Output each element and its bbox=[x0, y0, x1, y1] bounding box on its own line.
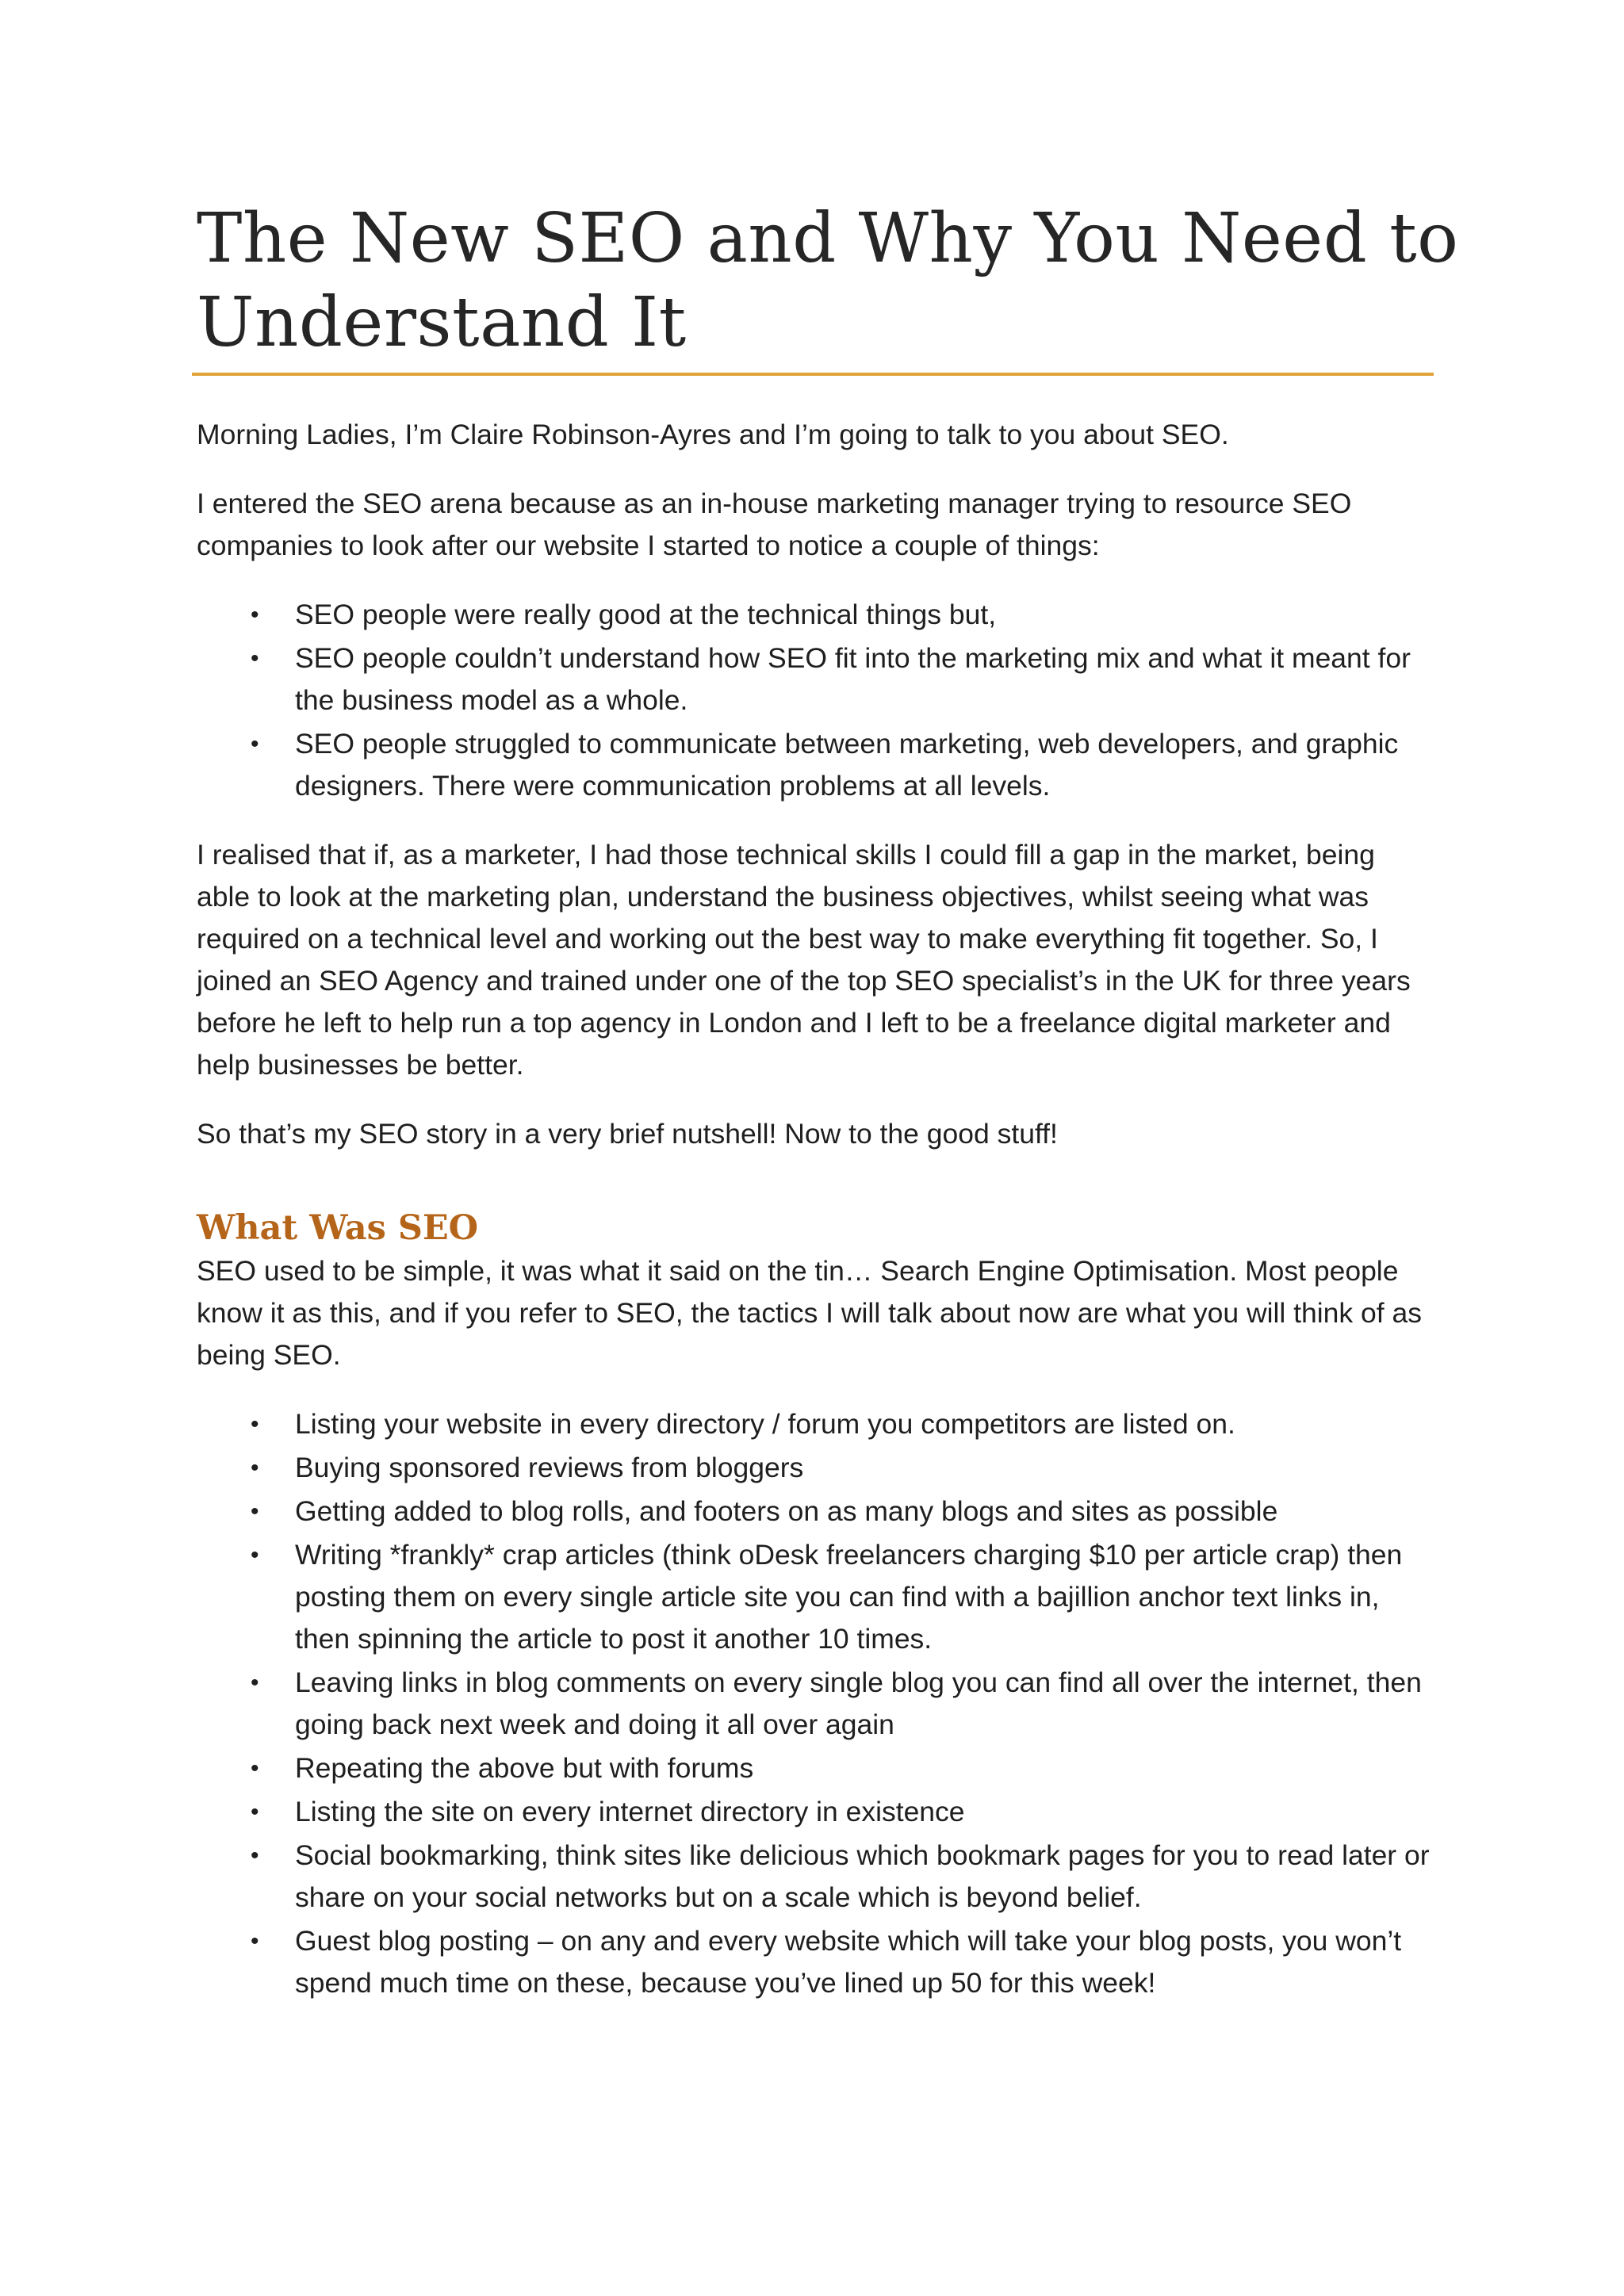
list-item-text: Writing *frankly* crap articles (think oDesk freelancers charging $10 per article crap) then posting them on every single article site you can find with a bajillion anchor text links in, then spinning the article to post it another 10 times. bbox=[295, 1539, 1403, 1655]
intro-paragraph-1: Morning Ladies, I’m Claire Robinson-Ayres and I’m going to talk to you about SEO. bbox=[197, 419, 1229, 450]
bullet-icon: • bbox=[251, 602, 259, 628]
document-body bbox=[197, 414, 1434, 2031]
section-paragraph: SEO used to be simple, it was what it said on the tin… Search Engine Optimisation. Most people know it as this, and if you refer to SEO, the tactics I will talk about now are what you will think of as being SEO. bbox=[197, 1255, 1422, 1371]
list-item-text: Social bookmarking, think sites like delicious which bookmark pages for you to read later or share on your social networks but on a scale which is beyond belief. bbox=[295, 1839, 1430, 1913]
intro-paragraph-2: I entered the SEO arena because as an in-house marketing manager trying to resource SEO companies to look after our website I started to notice a couple of things: bbox=[197, 488, 1352, 561]
intro-bullet-list bbox=[197, 594, 1434, 807]
bullet-icon: • bbox=[251, 645, 259, 672]
body-paragraph-1: I realised that if, as a marketer, I had those technical skills I could fill a gap in the market, being able to look at the marketing plan, understand the business objectives, whilst seeing what was required on a technical level and working out the best way to make everything fit together. So, I joined an SEO Agency and trained under one of the top SEO specialist’s in the UK for three years before he left to help run a top agency in London and I left to be a freelance digital marketer and help businesses be better. bbox=[197, 839, 1411, 1081]
bullet-icon: • bbox=[251, 1542, 259, 1568]
list-item bbox=[197, 637, 1434, 721]
list-item-text: Listing the site on every internet directory in existence bbox=[295, 1796, 965, 1827]
bullet-icon: • bbox=[251, 1928, 259, 1954]
list-item-text: Getting added to blog rolls, and footers on as many blogs and sites as possible bbox=[295, 1495, 1278, 1527]
list-item bbox=[197, 1747, 1434, 1789]
list-item bbox=[197, 723, 1434, 807]
section-bullet-list bbox=[197, 1403, 1434, 2004]
bullet-icon: • bbox=[251, 731, 259, 757]
list-item-text: SEO people were really good at the technical things but, bbox=[295, 599, 997, 630]
title-underline-divider bbox=[192, 373, 1434, 376]
list-item-text: SEO people struggled to communicate between marketing, web developers, and graphic designers. There were communication problems at all levels. bbox=[295, 728, 1399, 802]
list-item bbox=[197, 1534, 1434, 1660]
bullet-icon: • bbox=[251, 1799, 259, 1825]
title-block bbox=[197, 197, 1459, 365]
list-item-text: Repeating the above but with forums bbox=[295, 1752, 754, 1784]
page-title: The New SEO and Why You Need to Understand It bbox=[197, 199, 1459, 362]
bullet-icon: • bbox=[251, 1755, 259, 1781]
section-heading: What Was SEO bbox=[197, 1208, 479, 1248]
list-item-text: Buying sponsored reviews from bloggers bbox=[295, 1452, 804, 1483]
body-paragraph-2: So that’s my SEO story in a very brief nutshell! Now to the good stuff! bbox=[197, 1118, 1058, 1150]
list-item bbox=[197, 1662, 1434, 1746]
list-item bbox=[197, 594, 1434, 636]
list-item-text: Leaving links in blog comments on every single blog you can find all over the internet, then going back next week and doing it all over again bbox=[295, 1667, 1422, 1740]
list-item bbox=[197, 1403, 1434, 1445]
bullet-icon: • bbox=[251, 1455, 259, 1481]
bullet-icon: • bbox=[251, 1411, 259, 1437]
list-item bbox=[197, 1835, 1434, 1919]
list-item bbox=[197, 1920, 1434, 2004]
bullet-icon: • bbox=[251, 1498, 259, 1525]
bullet-icon: • bbox=[251, 1670, 259, 1696]
list-item bbox=[197, 1791, 1434, 1833]
list-item bbox=[197, 1447, 1434, 1489]
list-item-text: SEO people couldn’t understand how SEO fit into the marketing mix and what it meant for the business model as a whole. bbox=[295, 642, 1411, 716]
list-item-text: Guest blog posting – on any and every website which will take your blog posts, you won’t spend much time on these, because you’ve lined up 50 for this week! bbox=[295, 1925, 1402, 1999]
list-item-text: Listing your website in every directory / forum you competitors are listed on. bbox=[295, 1408, 1235, 1440]
list-item bbox=[197, 1490, 1434, 1533]
bullet-icon: • bbox=[251, 1843, 259, 1869]
